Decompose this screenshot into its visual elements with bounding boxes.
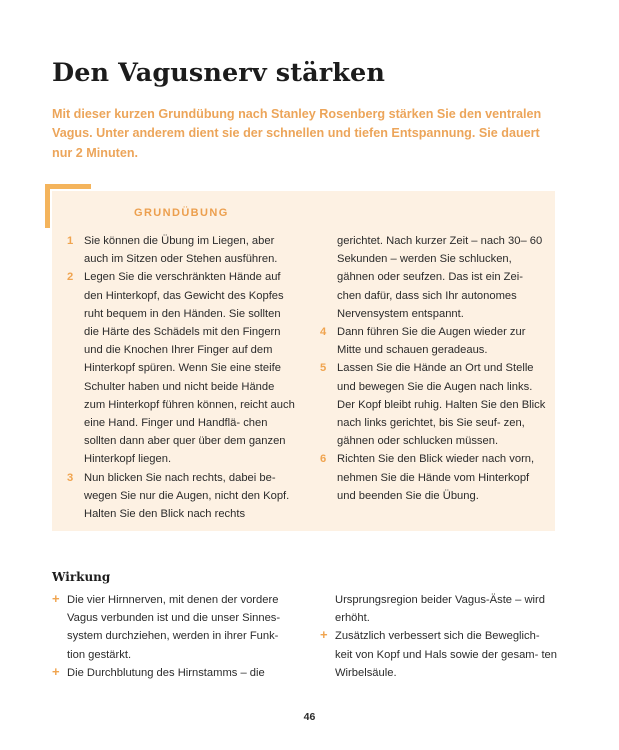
wirkung-item-2: [52, 664, 292, 682]
wirkung-column-left: [52, 591, 292, 682]
wirkung-heading: Wirkung: [52, 570, 111, 584]
step-1: [67, 232, 295, 268]
step-5: [320, 359, 546, 450]
step-number: 1: [67, 235, 74, 247]
wirkung-item-3: [320, 627, 560, 682]
plus-icon: +: [52, 591, 60, 606]
wirkung-item-2-continued: Ursprungsregion beider Vagus-Äste – wird erhöht.: [335, 594, 545, 625]
wirkung-text: Die Durchblutung des Hirnstamms – die: [67, 666, 265, 679]
step-4: [320, 323, 546, 359]
step-text: Legen Sie die verschränkten Hände auf den Hinterkopf, das Gewicht des Kopfes ruht bequem in den Händen. Sie sollten die Härte des Schädels mit den Fingern und die Knochen Ihrer Finger auf dem Hinterkopf spüren. Wenn Sie eine steife Schulter haben und nicht beide Hände zum Hinterkopf führen können, reicht auch eine Hand. Finger und Handflä- chen sollten dann aber quer über dem ganzen Hinterkopf liegen.: [84, 271, 295, 466]
plus-icon: +: [52, 663, 60, 679]
step-text: Richten Sie den Blick wieder nach vorn, nehmen Sie die Hände vom Hinterkopf und beenden Sie die Übung.: [337, 453, 535, 502]
wirkung-text: Zusätzlich verbessert sich die Beweglich- keit von Kopf und Hals sowie der gesam- ten Wirbelsäule.: [335, 630, 558, 679]
step-number: 6: [320, 453, 327, 466]
page-title: Den Vagusnerv stärken: [52, 58, 385, 88]
steps-column-left: [67, 232, 295, 523]
step-6: [320, 450, 546, 505]
wirkung-item-1: [52, 591, 292, 664]
box-corner-accent: [45, 184, 91, 189]
wirkung-text: Die vier Hirnnerven, mit denen der vordere Vagus verbunden ist und die unser Sinnes- system durchziehen, werden in ihrer Funk- tion gestärkt.: [67, 594, 281, 661]
step-3: [67, 469, 295, 524]
intro-paragraph: Mit dieser kurzen Grundübung nach Stanley Rosenberg stärken Sie den ventralen Vagus. Unter anderem dient sie der schnellen und tiefen Entspannung. Sie dauert nur 2 Minuten.: [52, 107, 542, 160]
step-3-continued: gerichtet. Nach kurzer Zeit – nach 30– 60 Sekunden – werden Sie schlucken, gähnen oder seufzen. Das ist ein Zei- chen dafür, dass sich Ihr autonomes Nervensystem entspannt.: [337, 235, 543, 320]
step-number: 2: [67, 271, 74, 284]
box-corner-accent-vertical: [45, 184, 50, 228]
step-number: 3: [67, 471, 74, 484]
step-text: Sie können die Übung im Liegen, aber auch im Sitzen oder Stehen ausführen.: [84, 235, 278, 266]
box-heading: GRUNDÜBUNG: [134, 207, 229, 219]
plus-icon: +: [320, 627, 328, 643]
wirkung-column-right: [320, 591, 560, 682]
step-text: Dann führen Sie die Augen wieder zur Mitte und schauen geradeaus.: [337, 326, 526, 357]
step-text: Lassen Sie die Hände an Ort und Stelle und bewegen Sie die Augen nach links. Der Kopf bleibt ruhig. Halten Sie den Blick nach links gerichtet, bis Sie seuf- zen, gähnen oder schlucken müssen.: [337, 362, 546, 448]
page-number: 46: [303, 711, 316, 723]
step-2: [67, 268, 295, 468]
step-text: Nun blicken Sie nach rechts, dabei be- wegen Sie nur die Augen, nicht den Kopf. Halten Sie den Blick nach rechts: [84, 471, 290, 521]
step-number: 4: [320, 326, 327, 339]
steps-column-right: [320, 232, 546, 505]
step-number: 5: [320, 362, 327, 375]
